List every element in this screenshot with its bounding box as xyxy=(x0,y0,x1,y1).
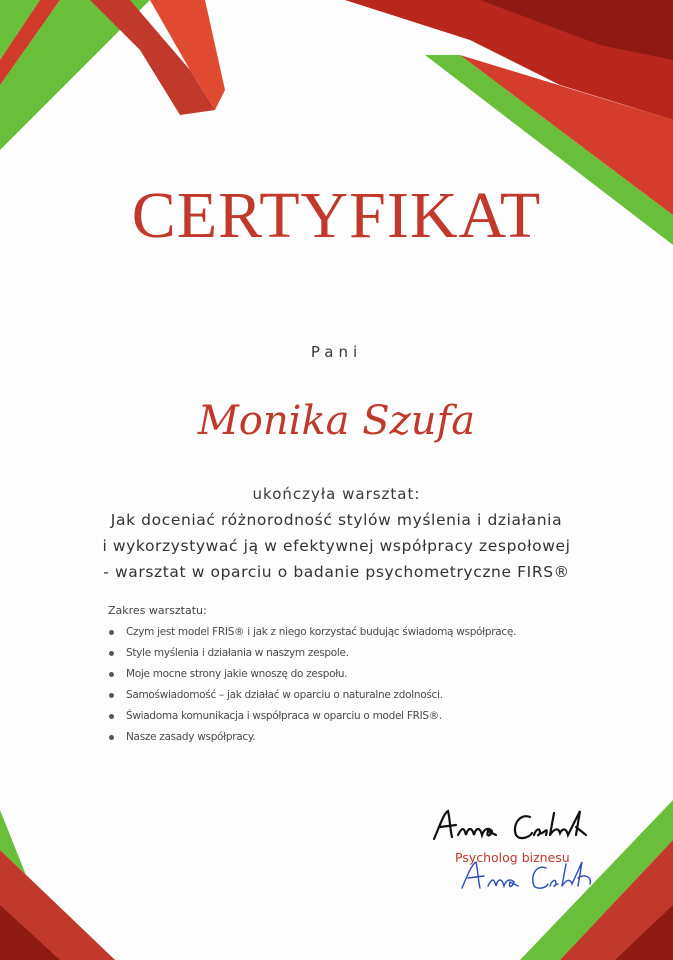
recipient-name: Monika Szufa xyxy=(197,398,476,444)
scope-item: Świadoma komunikacja i współpraca w oparciu o model FRIS®. xyxy=(108,710,628,731)
workshop-title-line-2: i wykorzystywać ją w efektywnej współpracy zespołowej xyxy=(102,537,571,555)
workshop-title-line-3: - warsztat w oparciu o badanie psychometryczne FIRS® xyxy=(103,563,570,581)
scope-item: Moje mocne strony jakie wnoszę do zespołu. xyxy=(108,668,628,689)
scope-list xyxy=(108,626,628,752)
completed-label: ukończyła warsztat: xyxy=(252,485,421,503)
salutation: Pani xyxy=(310,343,363,361)
printed-signature xyxy=(430,805,610,845)
certificate-title: CERTYFIKAT xyxy=(131,179,542,252)
scope-item: Nasze zasady współpracy. xyxy=(108,731,628,752)
scope-item: Style myślenia i działania w naszym zespole. xyxy=(108,647,628,668)
scope-item: Samoświadomość – jak działać w oparciu o naturalne zdolności. xyxy=(108,689,628,710)
workshop-title-line-1: Jak doceniać różnorodność stylów myślenia i działania xyxy=(110,511,563,529)
scope-title: Zakres warsztatu: xyxy=(108,604,207,617)
handwritten-signature xyxy=(458,858,598,894)
signature-role: Psycholog biznesu xyxy=(455,850,570,865)
scope-item: Czym jest model FRIS® i jak z niego korzystać budując świadomą współpracę. xyxy=(108,626,628,647)
